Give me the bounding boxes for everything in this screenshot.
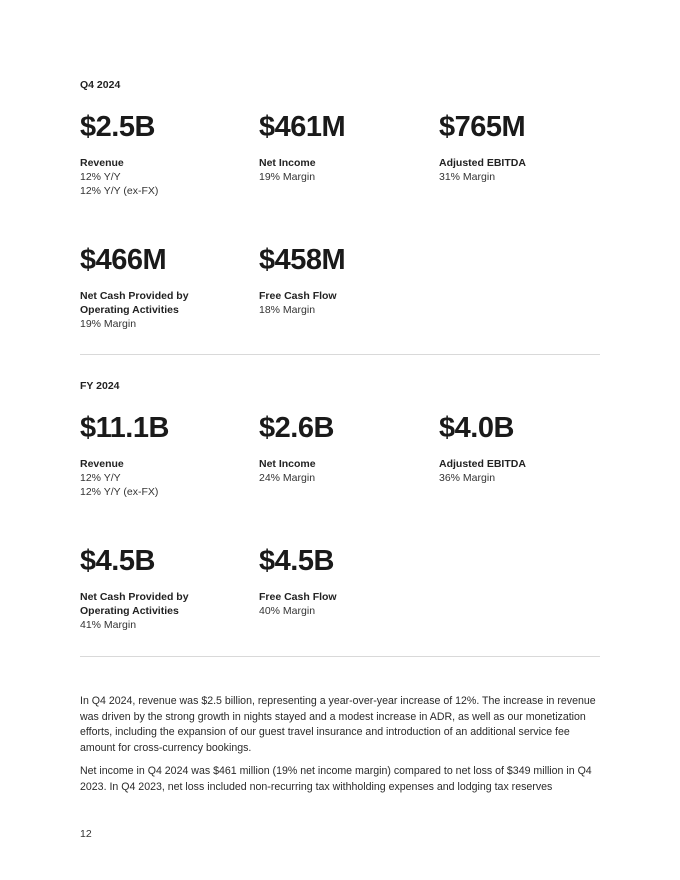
q4-net-income-label: Net Income <box>259 157 316 169</box>
commentary-paragraph-1: In Q4 2024, revenue was $2.5 billion, representing a year-over-year increase of 12%. The increase in revenue was driven by the strong growth in nights stayed and a modest increase in ADR, as well as our monetization efforts, including the expansion of our guest travel insurance and introduction of an additional service fee amount for cross-currency bookings. <box>80 695 596 754</box>
fy-fcf-margin: 40% Margin <box>259 605 316 617</box>
q4-revenue-yoy-exfx: 12% Y/Y (ex-FX) <box>80 185 159 197</box>
q4-net-income-margin: 19% Margin <box>259 171 316 183</box>
fy-cash-label-line2: Operating Activities <box>80 605 179 617</box>
q4-ebitda-value: $765M <box>439 111 526 143</box>
q4-fcf-margin: 18% Margin <box>259 304 316 316</box>
fy-net-income-metric <box>259 412 429 485</box>
q4-section <box>80 79 600 351</box>
fy-ebitda-value: $4.0B <box>439 412 514 444</box>
fy-net-income-value: $2.6B <box>259 412 334 444</box>
fy-net-income-margin: 24% Margin <box>259 472 316 484</box>
fy-fcf-metric <box>259 545 429 618</box>
q4-cash-margin: 19% Margin <box>80 318 137 330</box>
fy-revenue-value: $11.1B <box>80 412 169 444</box>
q4-revenue-value: $2.5B <box>80 111 155 143</box>
fy-revenue-label: Revenue <box>80 458 124 470</box>
page-number: 12 <box>80 828 92 840</box>
fy-cash-label <box>80 590 250 618</box>
q4-fcf-label: Free Cash Flow <box>259 290 337 302</box>
commentary-text <box>80 694 605 803</box>
q4-revenue-label: Revenue <box>80 157 124 169</box>
fy-section <box>80 380 600 652</box>
fy-cash-metric <box>80 545 250 632</box>
q4-revenue-metric <box>80 111 250 198</box>
section-divider <box>80 354 600 355</box>
commentary-paragraph-2: Net income in Q4 2024 was $461 million (19% net income margin) compared to net loss of $349 million in Q4 2023. In Q4 2023, net loss included non-recurring tax withholding expenses and lodging tax reserves <box>80 765 592 793</box>
q4-ebitda-metric <box>439 111 609 184</box>
fy-cash-label-line1: Net Cash Provided by <box>80 591 189 603</box>
fy-fcf-label: Free Cash Flow <box>259 591 337 603</box>
fy-ebitda-margin: 36% Margin <box>439 472 496 484</box>
fy-revenue-yoy: 12% Y/Y <box>80 472 121 484</box>
fy-cash-value: $4.5B <box>80 545 155 577</box>
q4-ebitda-label: Adjusted EBITDA <box>439 157 526 169</box>
q4-fcf-value: $458M <box>259 244 346 276</box>
q4-net-income-metric <box>259 111 429 184</box>
fy-revenue-metric <box>80 412 250 499</box>
q4-ebitda-margin: 31% Margin <box>439 171 496 183</box>
q4-cash-label <box>80 289 250 317</box>
fy-ebitda-metric <box>439 412 609 485</box>
fy-revenue-yoy-exfx: 12% Y/Y (ex-FX) <box>80 486 159 498</box>
q4-cash-label-line1: Net Cash Provided by <box>80 290 189 302</box>
fy-fcf-value: $4.5B <box>259 545 334 577</box>
q4-fcf-metric <box>259 244 429 317</box>
q4-cash-label-line2: Operating Activities <box>80 304 179 316</box>
q4-net-income-value: $461M <box>259 111 346 143</box>
q4-section-label: Q4 2024 <box>80 79 121 91</box>
fy-ebitda-label: Adjusted EBITDA <box>439 458 526 470</box>
fy-section-label: FY 2024 <box>80 380 120 392</box>
section-divider-2 <box>80 656 600 657</box>
q4-revenue-yoy: 12% Y/Y <box>80 171 121 183</box>
q4-cash-metric <box>80 244 250 331</box>
fy-net-income-label: Net Income <box>259 458 316 470</box>
fy-cash-margin: 41% Margin <box>80 619 137 631</box>
q4-cash-value: $466M <box>80 244 167 276</box>
